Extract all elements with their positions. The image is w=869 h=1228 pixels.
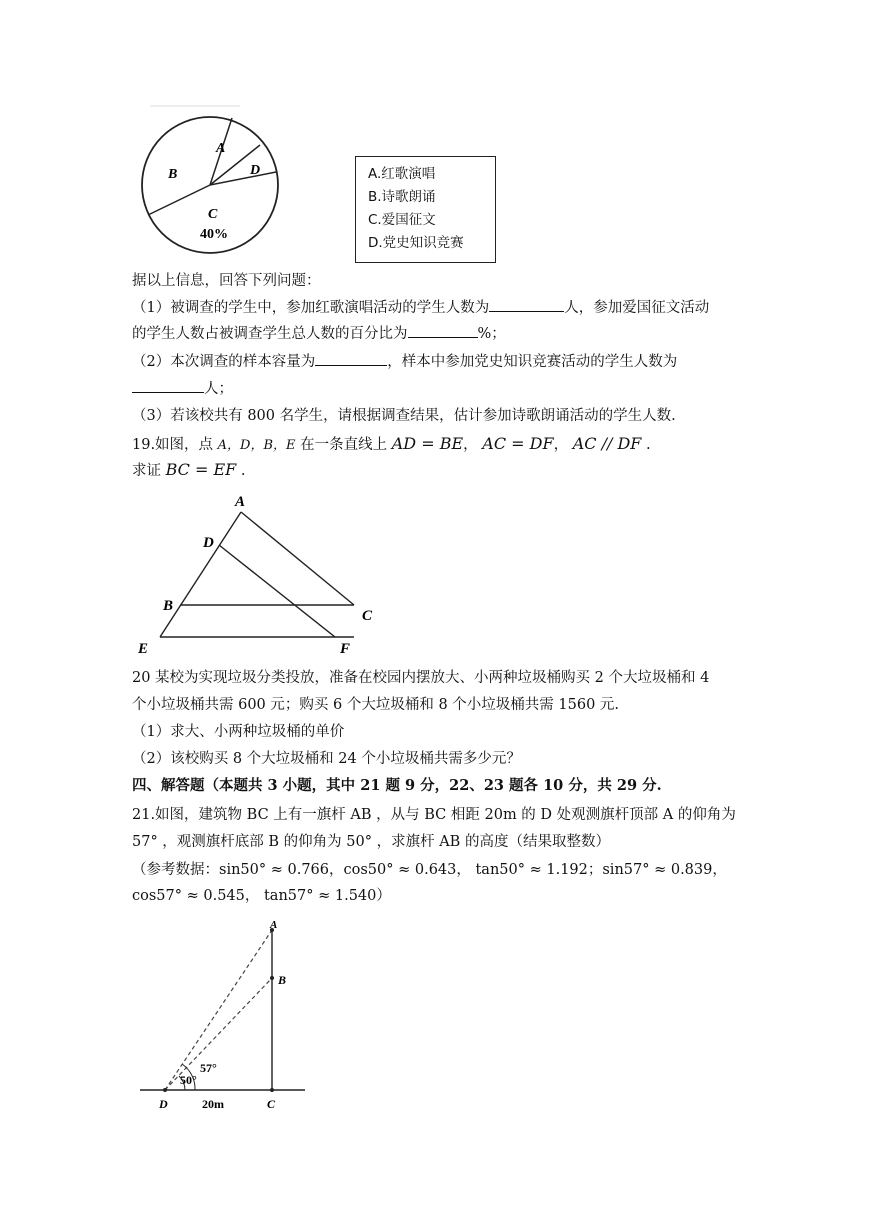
q19-eq-bc-ef: BC = EF	[165, 460, 237, 479]
q21-flagpole-figure	[140, 918, 320, 1118]
answer-blank-red-song[interactable]	[489, 297, 564, 312]
q19-fig-label-a: A	[235, 494, 246, 510]
q19-fig-label-e: E	[138, 641, 149, 657]
pie-chart-figure	[140, 100, 320, 260]
q18-part1-line2	[132, 323, 506, 344]
q18-p2-a: （2）本次调查的样本容量为	[132, 354, 316, 370]
q21-fig-label-c: C	[267, 1097, 276, 1111]
q19-end1: .	[641, 437, 651, 453]
q18-p1-d: %；	[477, 326, 506, 342]
q21-line3	[132, 860, 727, 880]
pie-label-d: D	[250, 163, 261, 178]
q21-line1	[132, 805, 736, 825]
q18-p3-text: （3）若该校共有 800 名学生，请根据调查结果，估计参加诗歌朗诵活动的学生人数.	[132, 408, 676, 424]
pie-label-b: B	[168, 167, 178, 182]
pie-label-c: C	[208, 207, 218, 222]
q18-part1-line1	[132, 297, 709, 318]
q19-l2-a: 求证	[132, 463, 166, 479]
q18-intro-text: 据以上信息，回答下列问题：	[132, 273, 321, 289]
q21-l3: （参考数据：sin50° ≈ 0.766，cos50° ≈ 0.643， tan50° ≈ 1.192；sin57° ≈ 0.839，	[132, 862, 727, 878]
q20-part1	[132, 722, 344, 742]
q18-p2-b: ，样本中参加党史知识竞赛活动的学生人数为	[387, 354, 678, 370]
pie-label-a: A	[216, 141, 226, 156]
q19-l1-b: 在一条直线上	[295, 437, 392, 453]
q21-fig-angle-57: 57°	[200, 1061, 217, 1075]
q18-p1-b: 人，参加爱国征文活动	[564, 300, 710, 316]
q21-fig-angle-50: 50°	[180, 1073, 197, 1087]
q21-fig-label-d: D	[159, 1097, 168, 1111]
q18-p1-c: 的学生人数占被调查学生总人数的百分比为	[132, 326, 408, 342]
q20-line2	[132, 695, 619, 715]
section4-title-text: 四、解答题（本题共 3 小题，其中 21 题 9 分，22、23 题各 10 分，共 29 分.	[132, 777, 662, 794]
q19-fig-label-f: F	[340, 641, 351, 657]
q21-l4: cos57° ≈ 0.545， tan57° ≈ 1.540）	[132, 888, 391, 904]
answer-blank-essay-percent[interactable]	[408, 323, 478, 338]
q19-eq-ac-parallel-df: AC // DF	[572, 434, 642, 453]
q21-fig-label-b: B	[278, 973, 287, 987]
legend-item-a: A.红歌演唱	[368, 166, 436, 182]
q19-end2: .	[236, 463, 246, 479]
q20-l2: 个小垃圾桶共需 600 元；购买 6 个大垃圾桶和 8 个小垃圾桶共需 1560 元.	[132, 697, 620, 713]
q18-part3	[132, 406, 676, 426]
q21-l1: 21.如图，建筑物 BC 上有一旗杆 AB ，从与 BC 相距 20m 的 D 处观测旗杆顶部 A 的仰角为	[132, 807, 736, 823]
q19-points: A，D，B，E	[217, 438, 296, 453]
legend-item-b: B.诗歌朗诵	[368, 189, 436, 205]
q19-fig-label-b: B	[163, 598, 174, 614]
answer-blank-sample-size[interactable]	[315, 351, 387, 366]
q20-p2: （2）该校购买 8 个大垃圾桶和 24 个小垃圾桶共需多少元？	[132, 751, 521, 767]
q20-p1: （1）求大、小两种垃圾桶的单价	[132, 724, 345, 740]
q20-part2	[132, 749, 521, 769]
q21-fig-distance-20m: 20m	[202, 1097, 224, 1111]
q18-p2-c: 人；	[204, 381, 233, 397]
q18-p1-a: （1）被调查的学生中，参加红歌演唱活动的学生人数为	[132, 300, 490, 316]
pie-label-c-percent: 40%	[200, 227, 228, 242]
pie-legend	[355, 156, 496, 263]
answer-blank-history-quiz[interactable]	[132, 378, 204, 393]
q21-line4	[132, 886, 391, 906]
q21-l2: 57° ，观测旗杆底部 B 的仰角为 50° ，求旗杆 AB 的高度（结果取整数）	[132, 834, 610, 850]
q20-l1: 20 某校为实现垃圾分类投放，准备在校园内摆放大、小两种垃圾桶购买 2 个大垃圾桶和 4	[132, 670, 710, 686]
q21-fig-label-a: A	[270, 919, 278, 931]
q19-sep2: ，	[553, 437, 569, 453]
q19-line2	[132, 460, 245, 481]
q20-line1	[132, 668, 709, 688]
legend-item-c: C.爱国征文	[368, 212, 436, 228]
q19-eq-ac-df: AC = DF	[482, 434, 554, 453]
q18-part2-line1	[132, 351, 677, 372]
q21-line2	[132, 832, 610, 852]
q19-eq-ad-be: AD = BE	[391, 434, 464, 453]
q19-triangle-figure	[130, 492, 390, 662]
q19-l1-a: 19.如图，点	[132, 437, 218, 453]
q18-intro	[132, 271, 321, 291]
q19-line1	[132, 434, 651, 456]
section4-title	[132, 776, 662, 796]
q18-part2-line2	[132, 378, 233, 399]
q19-fig-label-d: D	[203, 535, 214, 551]
legend-item-d: D.党史知识竞赛	[368, 235, 464, 251]
q19-fig-label-c: C	[362, 608, 373, 624]
q19-sep1: ，	[463, 437, 478, 453]
